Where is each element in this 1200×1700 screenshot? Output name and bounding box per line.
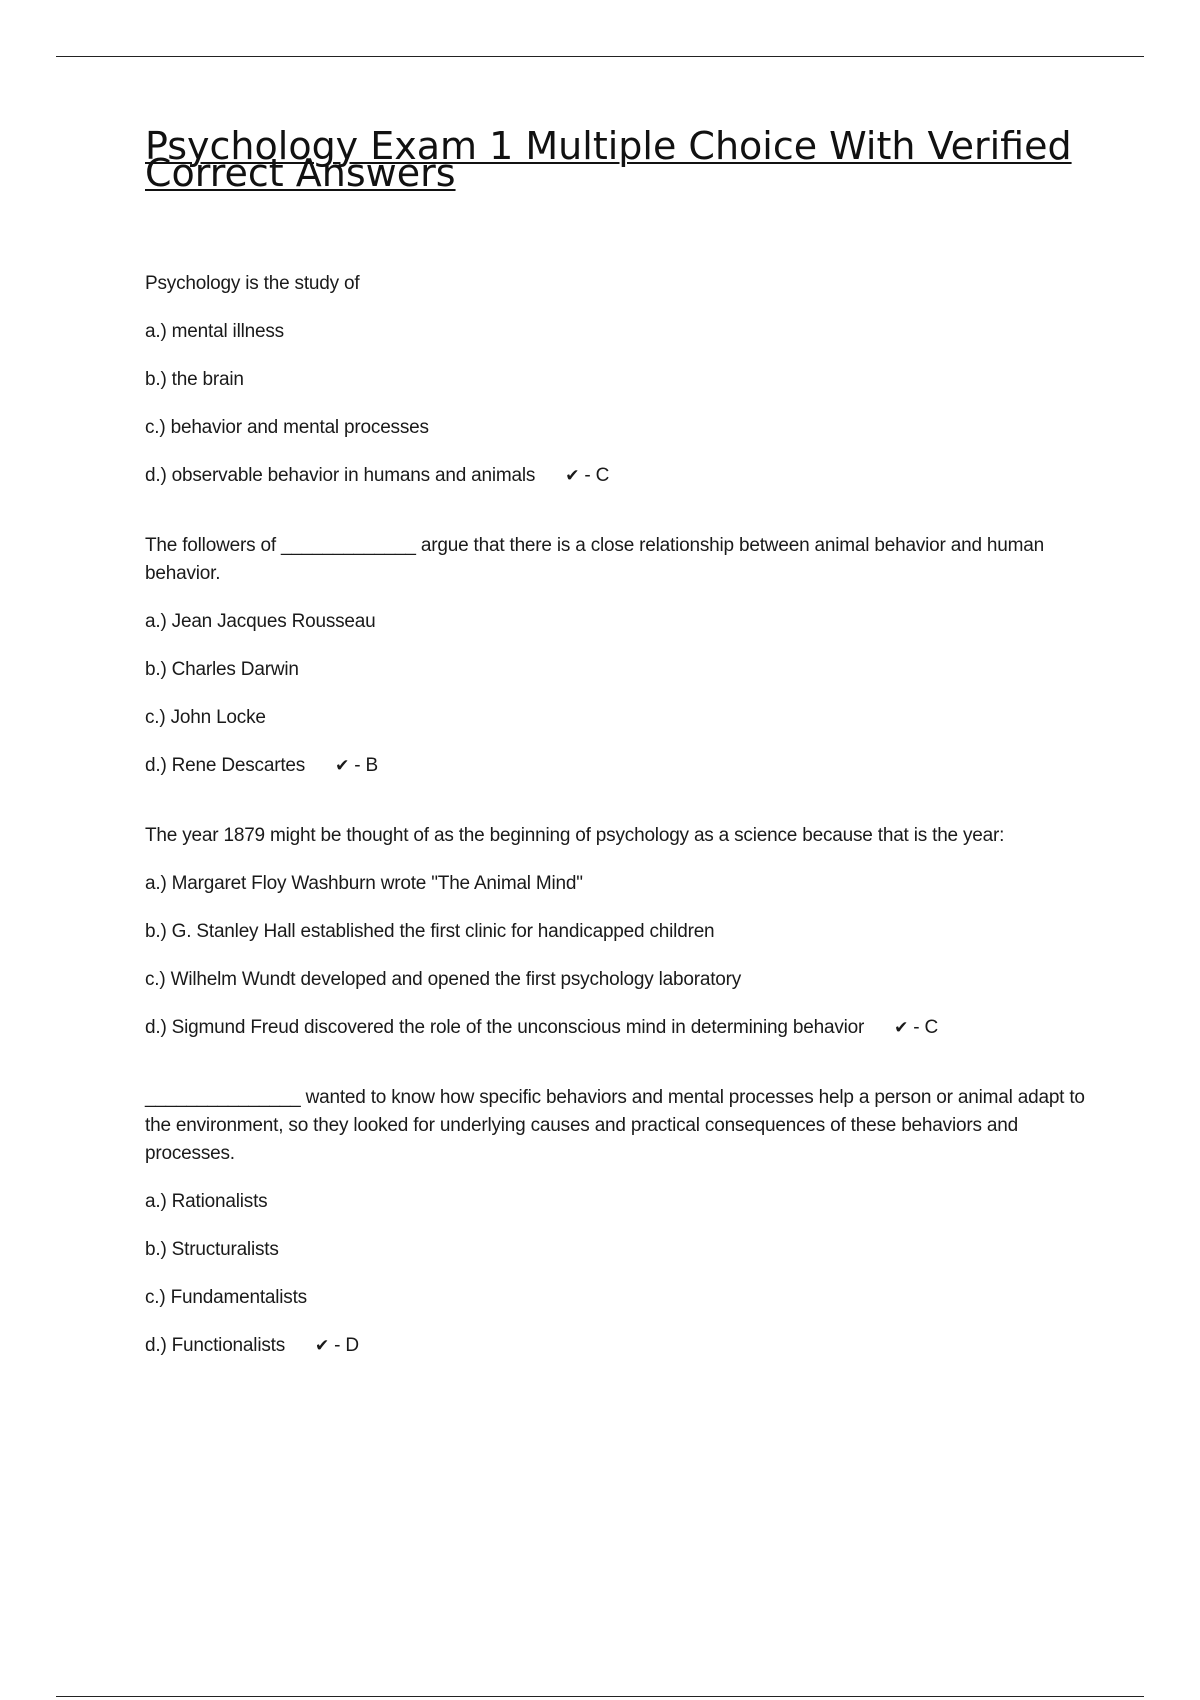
option-d [145,1332,1085,1360]
question-stem: _______________ wanted to know how specific behaviors and mental processes help a person or animal adapt to the environment, so they looked for underlying causes and practical consequences of these behaviors and processes. [145,1087,1085,1164]
option-text: b.) Charles Darwin [145,659,299,680]
answer-letter: - D [334,1335,359,1356]
option-text: c.) Fundamentalists [145,1287,307,1308]
option-d [145,462,1085,490]
document-title: Psychology Exam 1 Multiple Choice With Verified Correct Answers [145,124,1072,195]
option-text: d.) observable behavior in humans and animals [145,465,536,486]
option-c [145,414,1085,442]
option-a [145,870,1085,898]
question-stem: The followers of _____________ argue that there is a close relationship between animal behavior and human behavior. [145,535,1044,584]
answer-letter: - B [354,755,378,776]
option-text: d.) Sigmund Freud discovered the role of the unconscious mind in determining behavior [145,1017,865,1038]
checkmark-icon: ✔ [315,1336,330,1356]
correct-answer [894,1014,938,1042]
answer-letter: - C [584,465,610,486]
answer-letter: - C [913,1017,939,1038]
option-d [145,752,1085,780]
correct-answer [335,752,378,780]
option-text: c.) John Locke [145,707,266,728]
question-2 [145,532,1085,780]
option-text: a.) Jean Jacques Rousseau [145,611,376,632]
option-a [145,318,1085,346]
header-rule [56,56,1144,57]
option-c [145,966,1085,994]
option-d [145,1014,1085,1042]
option-b [145,918,1085,946]
option-c [145,704,1085,732]
option-text: d.) Functionalists [145,1335,286,1356]
option-c [145,1284,1085,1312]
checkmark-icon: ✔ [335,756,350,776]
option-text: b.) G. Stanley Hall established the first clinic for handicapped children [145,921,715,942]
question-1 [145,270,1085,490]
option-b [145,366,1085,394]
option-text: c.) Wilhelm Wundt developed and opened the first psychology laboratory [145,969,742,990]
correct-answer [565,462,609,490]
footer-rule [56,1696,1144,1697]
option-text: a.) Rationalists [145,1191,268,1212]
option-text: c.) behavior and mental processes [145,417,429,438]
option-a [145,1188,1085,1216]
option-b [145,1236,1085,1264]
correct-answer [315,1332,359,1360]
option-text: d.) Rene Descartes [145,755,306,776]
option-a [145,608,1085,636]
question-stem: Psychology is the study of [145,273,360,294]
question-4 [145,1084,1085,1360]
option-b [145,656,1085,684]
option-text: a.) Margaret Floy Washburn wrote "The Animal Mind" [145,873,583,894]
question-stem: The year 1879 might be thought of as the beginning of psychology as a science because that is the year: [145,825,1005,846]
question-list [145,270,1085,1402]
option-text: b.) the brain [145,369,244,390]
option-text: b.) Structuralists [145,1239,279,1260]
option-text: a.) mental illness [145,321,284,342]
checkmark-icon: ✔ [565,466,580,486]
checkmark-icon: ✔ [894,1018,909,1038]
question-3 [145,822,1085,1042]
